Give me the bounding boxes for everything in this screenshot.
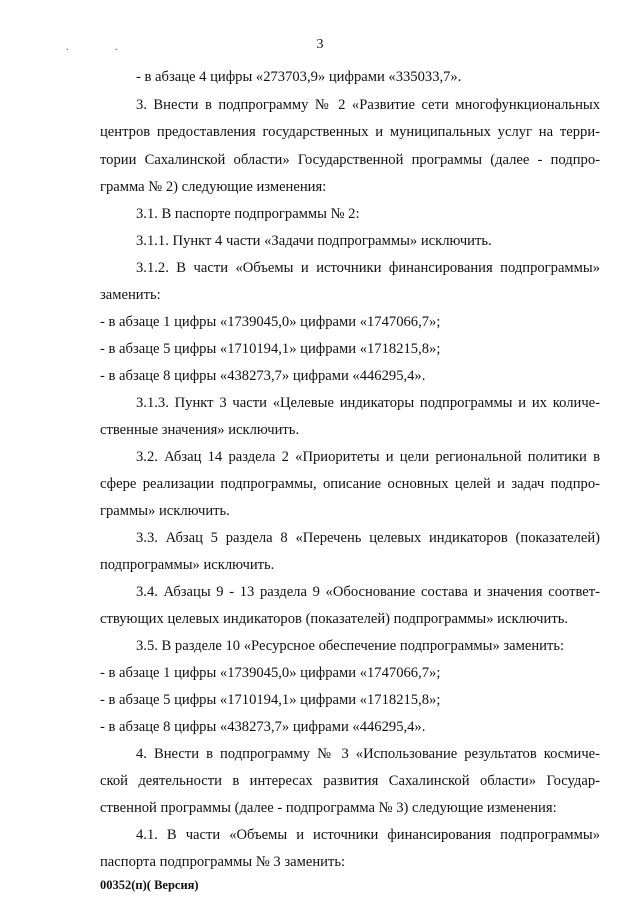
paragraph-line: центров предоставления государственных и муниципальных услуг на терри- [100,124,600,140]
paragraph-line: - в абзаце 1 цифры «1739045,0» цифрами «1747066,7»; [100,314,441,330]
paragraph-line: 3. Внести в подпрограмму № 2 «Развитие сети многофункциональных [136,97,600,113]
paragraph-line: 3.1.1. Пункт 4 части «Задачи подпрограммы» исключить. [136,233,492,249]
paragraph-line: грамма № 2) следующие изменения: [100,179,327,195]
paragraph-line: заменить: [100,287,161,303]
paragraph-line: ствующих целевых индикаторов (показателей) подпрограммы» исключить. [100,611,569,627]
paragraph-line: - в абзаце 8 цифры «438273,7» цифрами «446295,4». [100,719,426,735]
paragraph-line: 3.3. Абзац 5 раздела 8 «Перечень целевых индикаторов (показателей) [136,530,600,546]
paragraph-line: сфере реализации подпрограммы, описание основных целей и задач подпро- [100,476,600,492]
paragraph-line: 3.5. В разделе 10 «Ресурсное обеспечение подпрограммы» заменить: [136,638,565,654]
paragraph-line: - в абзаце 5 цифры «1710194,1» цифрами «1718215,8»; [100,692,441,708]
paragraph-line: 3.1.3. Пункт 3 части «Целевые индикаторы подпрограммы и их количе- [136,395,600,411]
paragraph-line: - в абзаце 5 цифры «1710194,1» цифрами «1718215,8»; [100,341,441,357]
paragraph-line: 3.1. В паспорте подпрограммы № 2: [136,206,360,222]
paragraph-line: 4. Внести в подпрограмму № 3 «Использование результатов космиче- [136,746,600,762]
paragraph-line: тории Сахалинской области» Государственной программы (далее - подпро- [100,152,600,168]
document-footer-code: 00352(п)( Версия) [100,878,199,892]
paragraph-line: ственные значения» исключить. [100,422,300,438]
paragraph-line: - в абзаце 1 цифры «1739045,0» цифрами «1747066,7»; [100,665,441,681]
paragraph-line: ской деятельности в интересах развития Сахалинской области» Государ- [100,773,600,789]
paragraph-line: - в абзаце 8 цифры «438273,7» цифрами «446295,4». [100,368,426,384]
paragraph-line: подпрограммы» исключить. [100,557,275,573]
paragraph-line: паспорта подпрограммы № 3 заменить: [100,854,346,870]
paragraph-line: 3.1.2. В части «Объемы и источники финансирования подпрограммы» [136,260,600,276]
paragraph-line: 3.2. Абзац 14 раздела 2 «Приоритеты и цели региональной политики в [136,449,600,465]
paragraph-line: граммы» исключить. [100,503,230,519]
paragraph-line: 3.4. Абзацы 9 - 13 раздела 9 «Обоснование состава и значения соответ- [136,584,600,600]
paragraph-line: 4.1. В части «Объемы и источники финансирования подпрограммы» [136,827,600,843]
page-number: 3 [316,37,324,52]
paragraph-line: - в абзаце 4 цифры «273703,9» цифрами «335033,7». [136,69,462,85]
paragraph-line: ственной программы (далее - подпрограмма № 3) следующие изменения: [100,800,557,816]
margin-marks: . . [66,42,140,53]
